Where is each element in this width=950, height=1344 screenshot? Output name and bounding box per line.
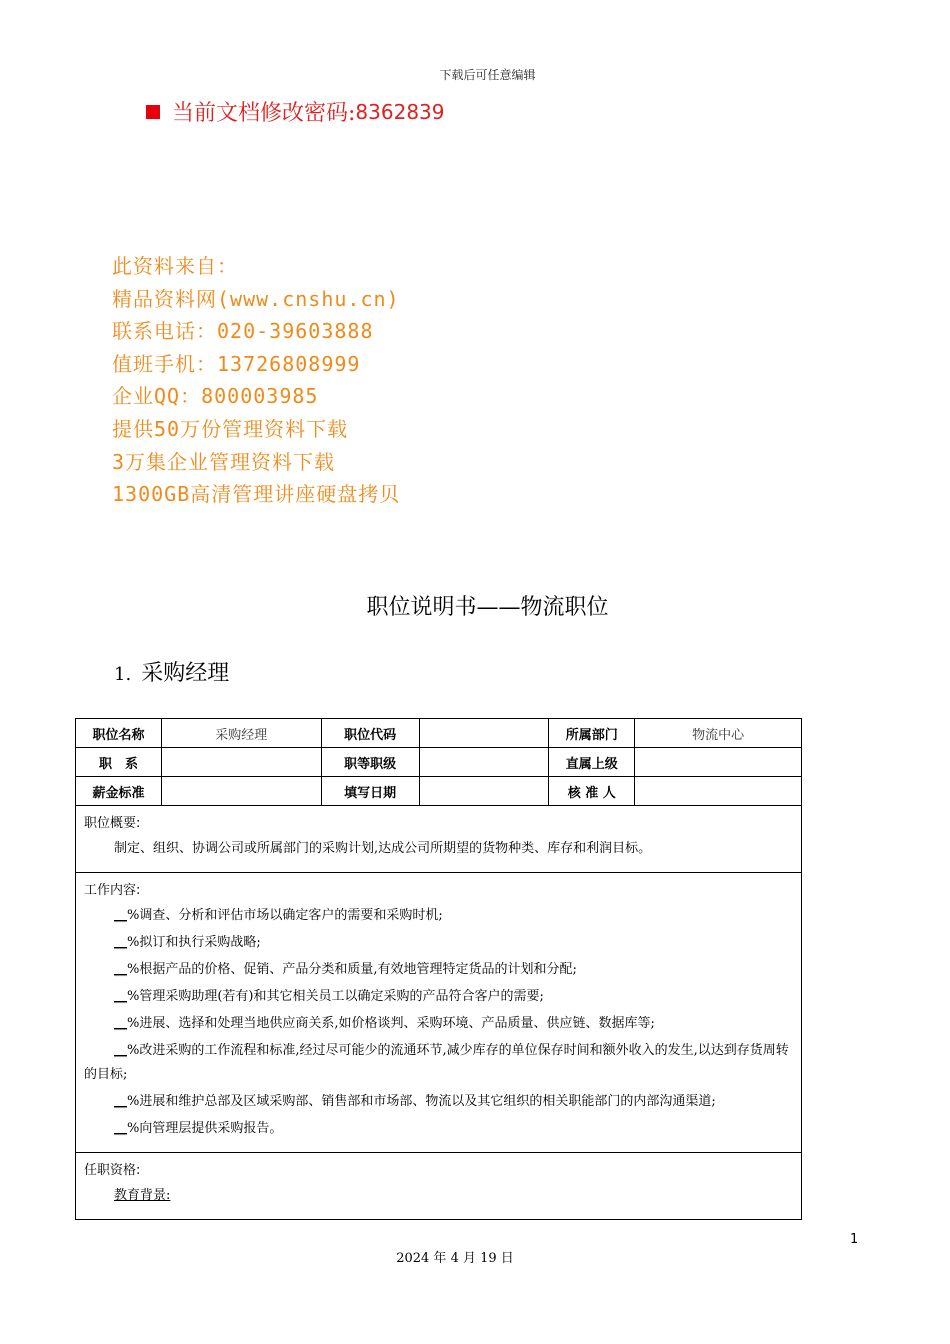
approver-value <box>635 777 802 806</box>
duty-item: __%进展和维护总部及区域采购部、销售部和市场部、物流以及其它组织的相关职能部门的内部沟通渠道; <box>114 1094 716 1109</box>
source-line: 值班手机：13726808999 <box>112 351 361 376</box>
job-code-label: 职位代码 <box>321 719 419 748</box>
job-description-table <box>75 718 802 1220</box>
grade-label: 职等职级 <box>321 748 419 777</box>
table-row <box>76 777 802 806</box>
summary-cell <box>76 806 802 873</box>
duty-item: __%改进采购的工作流程和标准,经过尽可能少的流通环节,减少库存的单位保存时间和额外收入的发生,以达到存货周转的目标; <box>84 1043 789 1082</box>
password-code: 8362839 <box>355 99 445 124</box>
job-code-value <box>419 719 549 748</box>
job-family-value <box>161 748 321 777</box>
duty-item: __%向管理层提供采购报告。 <box>114 1121 283 1136</box>
header-note: 下载后可任意编辑 <box>439 68 536 82</box>
red-square-icon <box>146 105 160 119</box>
source-line: 精品资料网(www.cnshu.cn) <box>112 286 400 311</box>
source-line: 提供50万份管理资料下载 <box>112 416 349 441</box>
table-row <box>76 1153 802 1220</box>
education-label: 教育背景: <box>114 1188 171 1203</box>
salary-label: 薪金标准 <box>76 777 162 806</box>
fill-date-value <box>419 777 549 806</box>
source-line: 3万集企业管理资料下载 <box>112 449 336 474</box>
duty-item: __%管理采购助理(若有)和其它相关员工以确定采购的产品符合客户的需要; <box>114 989 544 1004</box>
duty-item: __%调查、分析和评估市场以确定客户的需要和采购时机; <box>114 908 443 923</box>
footer-date: 2024 年 4 月 19 日 <box>396 1251 514 1266</box>
supervisor-value <box>635 748 802 777</box>
section-number: 1. <box>114 664 132 685</box>
duties-label: 工作内容: <box>84 883 141 898</box>
password-line <box>146 96 445 127</box>
job-title-value: 采购经理 <box>161 719 321 748</box>
source-line: 联系电话：020-39603888 <box>112 319 374 344</box>
summary-label: 职位概要: <box>84 816 141 831</box>
document-title: 职位说明书——物流职位 <box>366 595 609 620</box>
grade-value <box>419 748 549 777</box>
qualifications-label: 任职资格: <box>84 1163 141 1178</box>
section-title: 采购经理 <box>141 661 230 686</box>
summary-text: 制定、组织、协调公司或所属部门的采购计划,达成公司所期望的货物种类、库存和利润目标。 <box>114 841 652 856</box>
fill-date-label: 填写日期 <box>321 777 419 806</box>
supervisor-label: 直属上级 <box>549 748 635 777</box>
password-label: 当前文档修改密码: <box>172 101 356 126</box>
source-line: 企业QQ：800003985 <box>112 384 319 409</box>
source-info-block <box>112 250 400 511</box>
duty-item: __%进展、选择和处理当地供应商关系,如价格谈判、采购环境、产品质量、供应链、数据库等; <box>114 1016 655 1031</box>
table-row <box>76 806 802 873</box>
salary-value <box>161 777 321 806</box>
job-title-label: 职位名称 <box>76 719 162 748</box>
job-family-label: 职 系 <box>76 748 162 777</box>
qualifications-cell <box>76 1153 802 1220</box>
source-line: 此资料来自： <box>112 254 238 278</box>
department-label: 所属部门 <box>549 719 635 748</box>
table-row <box>76 719 802 748</box>
table-row <box>76 748 802 777</box>
table-row <box>76 873 802 1153</box>
duty-item: __%拟订和执行采购战略; <box>114 935 261 950</box>
approver-label: 核 准 人 <box>549 777 635 806</box>
department-value: 物流中心 <box>635 719 802 748</box>
source-line: 1300GB高清管理讲座硬盘拷贝 <box>112 482 401 507</box>
duties-cell <box>76 873 802 1153</box>
page-number: 1 <box>850 1232 859 1247</box>
section-heading <box>114 656 229 687</box>
duty-item: __%根据产品的价格、促销、产品分类和质量,有效地管理特定货品的计划和分配; <box>114 962 577 977</box>
